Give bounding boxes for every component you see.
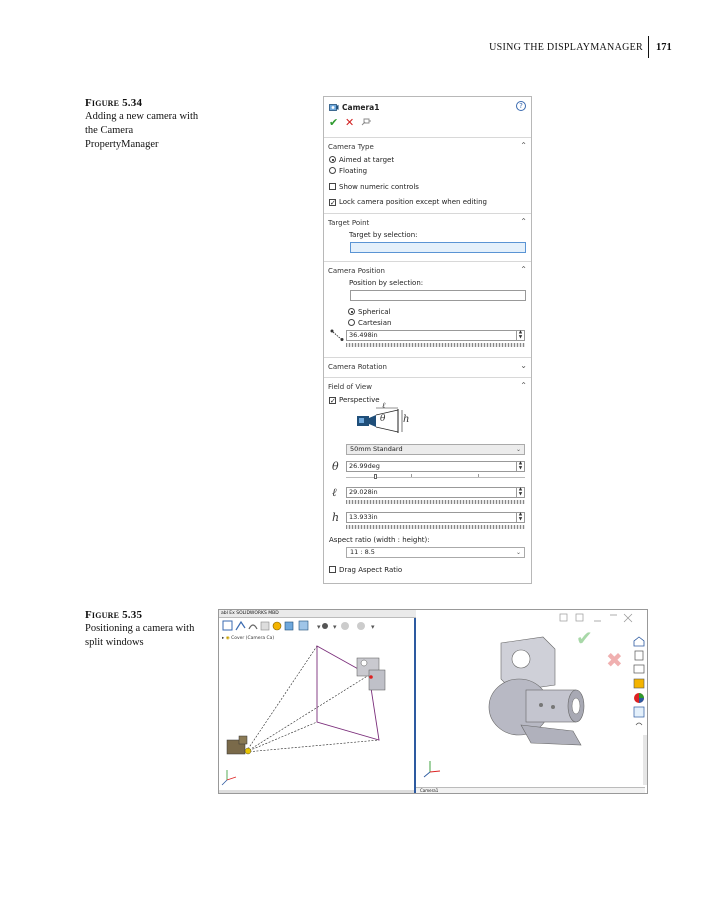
right-viewport[interactable] — [416, 610, 647, 793]
camera-rotation-section[interactable] — [324, 357, 531, 377]
diagram-theta-symbol: θ — [380, 414, 386, 424]
expand-chevron-icon[interactable]: ⌄ — [520, 361, 527, 370]
position-selection-box[interactable] — [350, 290, 526, 301]
diagram-h-symbol: h — [403, 414, 410, 425]
chevron-down-icon: ⌄ — [515, 446, 521, 453]
show-numeric-label: Show numeric controls — [339, 183, 419, 191]
confirm-checkmark-icon[interactable]: ✔ — [576, 626, 593, 650]
cancel-x-icon[interactable]: ✖ — [606, 648, 623, 672]
part-model-large — [481, 635, 591, 755]
show-numeric-controls-checkbox[interactable] — [329, 183, 419, 191]
distance-slider[interactable] — [346, 343, 525, 347]
distance-icon — [330, 329, 344, 341]
window-controls[interactable] — [556, 612, 636, 624]
collapse-chevron-icon[interactable]: ⌃ — [520, 265, 527, 274]
ok-button[interactable]: ✔ — [329, 116, 339, 129]
camera-frustum-view[interactable] — [219, 640, 414, 793]
slider-tick — [411, 474, 412, 477]
task-pane-icons[interactable] — [633, 635, 645, 735]
lens-preset-value: 50mm Standard — [350, 445, 403, 453]
svg-text:▾: ▾ — [371, 623, 375, 631]
figure-caption-text: Positioning a camera with split windows — [85, 623, 195, 648]
theta-value: 26.99deg — [349, 462, 380, 470]
spin-arrows-icon[interactable]: ▲ ▼ — [516, 331, 524, 340]
collapse-chevron-icon[interactable]: ⌃ — [520, 381, 527, 390]
camera-type-section — [324, 137, 531, 213]
distance-value: 36.498in — [349, 331, 378, 339]
field-of-view-section — [324, 377, 531, 582]
position-by-selection-label: Position by selection: — [349, 279, 424, 287]
triad-axes-icon — [222, 770, 236, 785]
aspect-ratio-label: Aspect ratio (width : height): — [329, 536, 430, 544]
h-slider[interactable] — [346, 525, 525, 529]
radio-icon — [329, 167, 336, 174]
pushpin-icon[interactable] — [360, 117, 372, 127]
lock-position-label: Lock camera position except when editing — [339, 198, 487, 206]
svg-text:▾: ▾ — [333, 623, 337, 631]
tree-expand-icon[interactable]: ▸ — [222, 636, 226, 641]
l-symbol: ℓ — [332, 486, 337, 499]
field-of-view-diagram — [356, 401, 416, 438]
cancel-button[interactable]: ✕ — [345, 116, 355, 129]
help-icon[interactable]: ? — [516, 101, 526, 111]
section-title-camera-rotation: Camera Rotation — [328, 363, 387, 371]
checkbox-checked-icon: ✓ — [330, 199, 336, 207]
floating-label: Floating — [339, 167, 368, 175]
running-head-section: USING THE DISPLAYMANAGER — [489, 42, 643, 53]
figure-5-34-caption — [85, 96, 205, 152]
theta-slider[interactable] — [346, 474, 525, 478]
h-spinbox[interactable] — [346, 512, 525, 523]
lens-preset-dropdown[interactable] — [346, 444, 525, 455]
theta-symbol: θ — [332, 460, 339, 473]
figure-5-35-caption — [85, 608, 205, 650]
h-value: 13.933in — [349, 513, 378, 521]
diagram-l-symbol: ℓ — [382, 401, 386, 410]
figure-label: Figure 5.34 — [85, 97, 143, 109]
view-toolbar[interactable] — [221, 619, 411, 633]
floating-radio[interactable] — [329, 167, 367, 175]
triad-axes-icon — [422, 758, 442, 778]
svg-text:▾: ▾ — [317, 623, 321, 631]
l-spinbox[interactable] — [346, 487, 525, 498]
chevron-down-icon: ⌄ — [515, 549, 521, 556]
pm-header — [324, 97, 531, 139]
target-selection-box[interactable] — [350, 242, 526, 253]
lock-position-checkbox[interactable] — [329, 198, 487, 206]
collapse-chevron-icon[interactable]: ⌃ — [520, 217, 527, 226]
status-tab[interactable]: Camera1 — [416, 787, 645, 793]
checkbox-icon — [329, 183, 336, 190]
split-window-screenshot — [218, 609, 648, 794]
slider-thumb[interactable] — [374, 474, 377, 479]
spin-arrows-icon[interactable]: ▲ ▼ — [516, 488, 524, 497]
theta-spinbox[interactable] — [346, 461, 525, 472]
perspective-checkbox[interactable] — [329, 396, 380, 404]
radio-icon — [329, 156, 336, 163]
distance-spinbox[interactable] — [346, 330, 525, 341]
h-symbol: h — [332, 511, 340, 524]
camera-icon — [329, 103, 339, 111]
l-slider[interactable] — [346, 500, 525, 504]
camera-property-manager — [323, 96, 532, 584]
checkbox-icon — [329, 566, 336, 573]
section-title-camera-position: Camera Position — [328, 267, 385, 275]
spherical-label: Spherical — [358, 308, 391, 316]
camera-body-small — [227, 736, 251, 754]
figure-caption-text: Adding a new camera with the Camera PropertyManager — [85, 111, 199, 150]
left-viewport[interactable] — [219, 610, 416, 793]
page-number: 171 — [656, 42, 672, 53]
running-head — [0, 42, 717, 58]
camera-position-section — [324, 261, 531, 357]
part-icon: ◉ — [225, 636, 230, 641]
cartesian-radio[interactable] — [348, 319, 391, 327]
cartesian-label: Cartesian — [358, 319, 392, 327]
slider-tick — [478, 474, 479, 477]
running-head-divider — [648, 36, 649, 58]
tree-item-label: Cover (Camera Ca) — [231, 636, 275, 641]
checkbox-checked-icon: ✓ — [330, 397, 336, 405]
radio-icon — [348, 319, 355, 326]
aspect-ratio-dropdown[interactable] — [346, 547, 525, 558]
collapse-chevron-icon[interactable]: ⌃ — [520, 141, 527, 150]
pm-title: Camera1 — [342, 103, 380, 112]
radio-icon — [348, 308, 355, 315]
aimed-label: Aimed at target — [339, 156, 395, 164]
part-model-small — [357, 658, 385, 690]
section-title-target-point: Target Point — [328, 219, 370, 227]
figure-label: Figure 5.35 — [85, 609, 143, 621]
aimed-at-target-radio[interactable] — [329, 156, 394, 164]
target-point-section — [324, 213, 531, 261]
drag-aspect-ratio-checkbox[interactable] — [329, 566, 402, 574]
perspective-label: Perspective — [339, 396, 380, 404]
section-title-camera-type: Camera Type — [328, 143, 374, 151]
l-value: 29.028in — [349, 488, 378, 496]
task-pane-tabs[interactable] — [633, 635, 645, 735]
aspect-ratio-value: 11 : 8.5 — [350, 548, 375, 556]
vertical-scrollbar[interactable] — [643, 735, 647, 785]
drag-aspect-label: Drag Aspect Ratio — [339, 566, 403, 574]
spin-arrows-icon[interactable]: ▲ ▼ — [516, 513, 524, 522]
section-title-field-of-view: Field of View — [328, 383, 372, 391]
horizontal-scrollbar[interactable] — [219, 790, 414, 793]
target-by-selection-label: Target by selection: — [349, 231, 418, 239]
spherical-radio[interactable] — [348, 308, 391, 316]
command-tab-bar[interactable]: abl Ex SOLIDWORKS MBD — [219, 610, 416, 618]
spin-arrows-icon[interactable]: ▲ ▼ — [516, 462, 524, 471]
